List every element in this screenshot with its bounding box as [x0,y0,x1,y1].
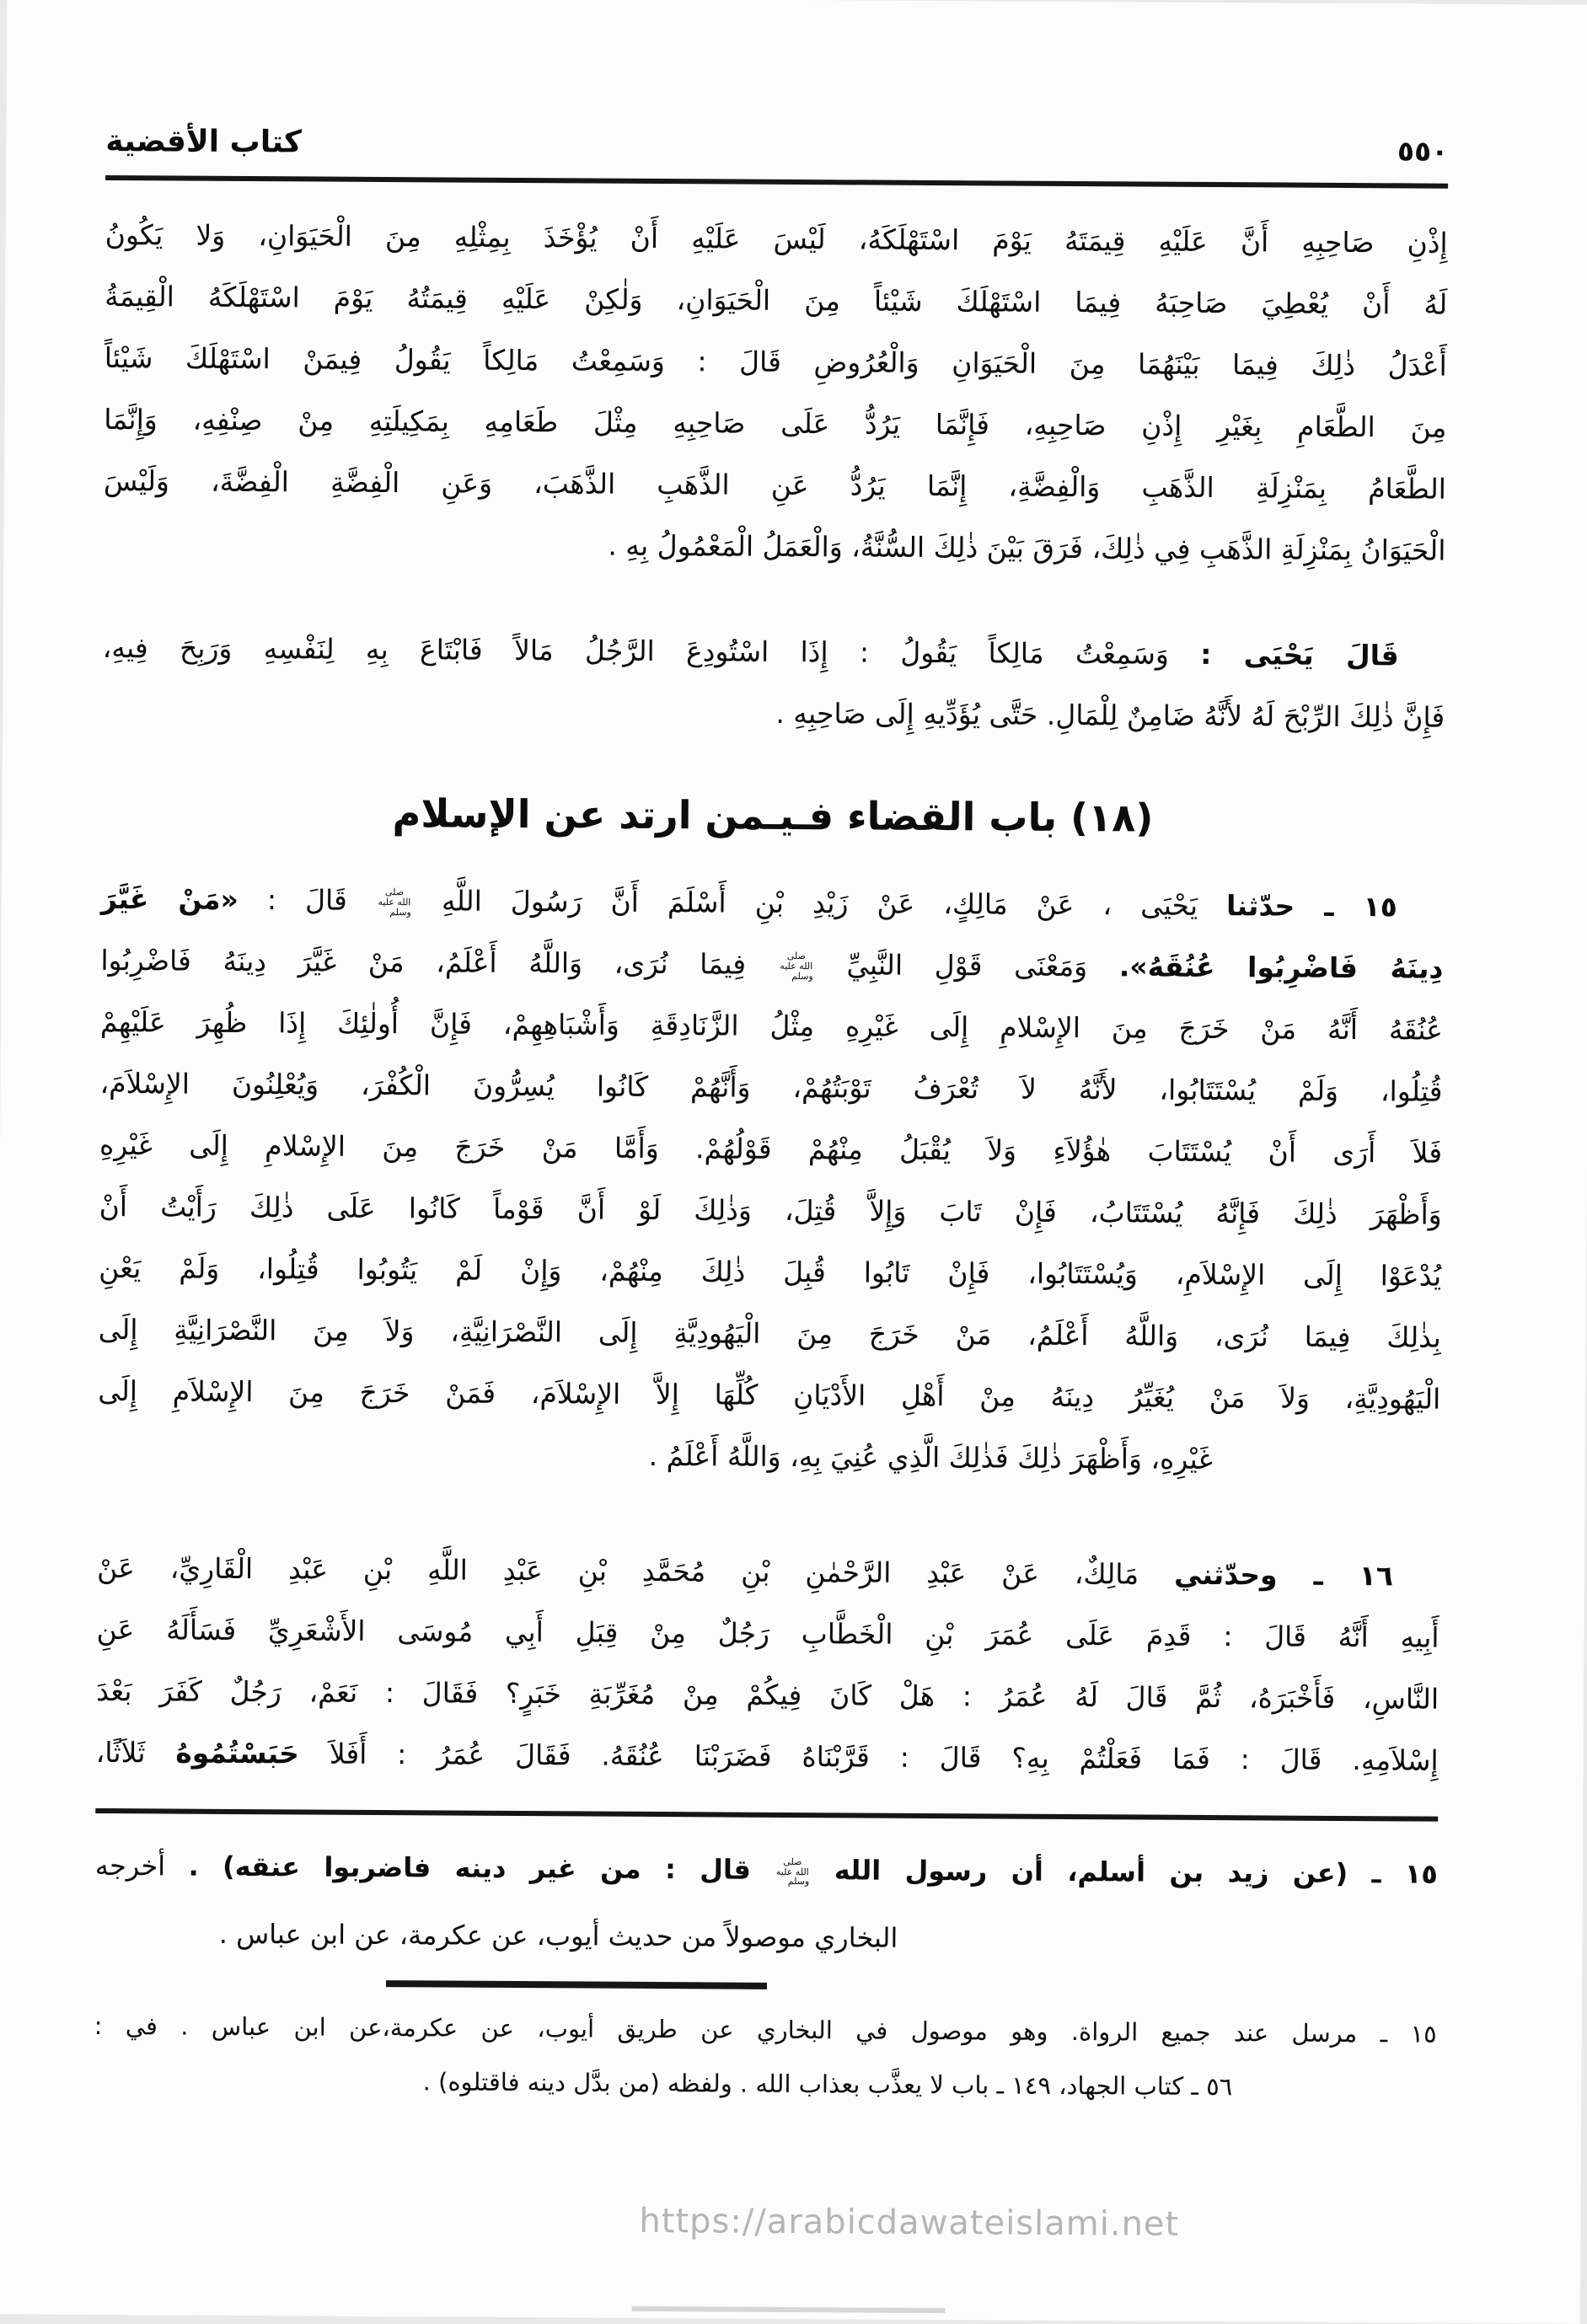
text-line: أَعْدَلُ ذٰلِكَ فِيمَا بَيْنَهُمَا مِنَ الْحَيَوَانِ وَالْعُرُوضِ قَالَ : وَسَمِعْتُ مَالِكاً يَقُولُ فِيمَنْ اسْتَهْلَكَ شَيْئاً [104,340,1447,383]
hadith-16 [95,1537,1440,1791]
footnote-takhrij [94,1832,1438,1975]
text-line: وَأَظْهَرَ ذٰلِكَ فَإِنَّهُ يُسْتَتَابُ، فَإِنْ تَابَ وَإِلاَّ قُتِلَ، وَذٰلِكَ لَوْ أَنَّ قَوْماً كَانُوا عَلَى ذٰلِكَ رَأَيْتُ أَنْ [99,1190,1442,1232]
pbuh-symbol: صلى الله عليه وسلم [378,886,411,918]
site-watermark: https://arabicdawateislami.net [639,2201,1180,2244]
text-line: الْيَهُودِيَّةِ، وَلاَ مَنْ يُغَيِّرُ دِينَهُ مِنْ أَهْلِ الأَدْيَانِ كُلِّهَا إِلاَّ الإِسْلاَمَ، فَمَنْ خَرَجَ مِنَ الإِسْلاَمِ إِلَى [98,1374,1441,1416]
text-line: مِنَ الطَّعَامِ بِغَيْرِ إِذْنِ صَاحِبِهِ، فَإِنَّمَا يَرُدُّ عَلَى صَاحِبِهِ مِثْلَ طَعَامِهِ بِمَكِيلَتِهِ مِنْ صِنْفِهِ، وَإِنَّمَا [104,402,1447,444]
text-line: النَّاسِ، فَأَخْبَرَهُ، ثُمَّ قَالَ لَهُ عُمَرُ : هَلْ كَانَ فِيكُمْ مِنْ مُغَرِّبَةِ خَبَرٍ؟ فَقَالَ : نَعَمْ، رَجُلٌ كَفَرَ بَعْدَ [96,1674,1440,1716]
footnote-line: ١٥ ـ (عن زيد بن أسلم، أن رسول الله صلى الله عليه وسلم قال : من غير دينه فاضربوا عنقه) . أخرجه [94,1850,1438,1891]
text-line: لَهُ أَنْ يُعْطِيَ صَاحِبَهُ فِيمَا اسْتَهْلَكَ شَيْئاً مِنَ الْحَيَوَانِ، وَلٰكِنْ عَلَيْهِ قِيمَتُهُ يَوْمَ اسْتَهْلَكَهُ الْقِيمَةُ [105,279,1448,321]
footnote-separator [95,1808,1438,1822]
footnote-separator-short [386,1981,767,1990]
book-title: كتاب الأقضية [105,123,303,160]
text-line: فَإِنَّ ذٰلِكَ الرِّبْحَ لَهُ لأَنَّهُ ضَامِنٌ لِلْمَالِ. حَتَّى يُؤَدِّيهِ إِلَى صَاحِبِهِ . [775,696,1445,734]
hadith-15 [98,868,1444,1491]
page-header [105,122,1448,170]
text-line: إِسْلاَمِهِ. قَالَ : فَمَا فَعَلْتُمْ بِهِ؟ قَالَ : قَرَّبْنَاهُ فَضَرَبْنَا عُنُقَهُ. فَقَالَ عُمَرُ : أَفَلاَ حَبَسْتُمُوهُ ثَلاَثًا، [95,1736,1439,1778]
text-line: أَبِيهِ أَنَّهُ قَالَ : قَدِمَ عَلَى عُمَرَ بْنِ الْخَطَّابِ رَجُلٌ مِنْ قِبَلِ أَبِي مُوسَى الأَشْعَرِيِّ فَسَأَلَهُ عَنِ [96,1613,1440,1655]
text-line: بِذٰلِكَ فِيمَا نُرَى، وَاللَّهُ أَعْلَمُ، مَنْ خَرَجَ مِنَ الْيَهُودِيَّةِ إِلَى النَّصْرَانِيَّةِ، وَلاَ مِنَ النَّصْرَانِيَّةِ إِلَى [98,1313,1441,1355]
text-line: فَلاَ أَرَى أَنْ يُسْتَتَابَ هٰؤُلاَءِ وَلاَ يُقْبَلُ مِنْهُمْ قَوْلُهُمْ. وَأَمَّا مَنْ خَرَجَ مِنَ الإِسْلامِ إِلَى غَيْرِهِ [99,1128,1443,1170]
text-line: ١٥ ـ حدّثنا يَحْيَى ، عَنْ مَالِكٍ، عَنْ زَيْدِ بْنِ أَسْلَمَ أَنَّ رَسُولَ اللَّهِ صلى الله عليه وسلم قَالَ : «مَنْ غَيَّرَ [100,882,1397,924]
text-line: الطَّعَامُ بِمَنْزِلَةِ الذَّهَبِ وَالْفِضَّةِ، إِنَّمَا يَرُدُّ عَنِ الذَّهَبِ الذَّهَبَ، وَعَنِ الْفِضَّةِ الْفِضَّةَ، وَلَيْسَ [103,463,1446,506]
paragraph-liability [103,204,1448,581]
scan-artifact-line [632,2306,946,2313]
paragraph-qala-yahya [102,617,1445,748]
chapter-heading: (١٨) باب القضاء فـيـمن ارتد عن الإسلام [392,790,1154,841]
footnote-editor [94,1999,1437,2115]
footnote-line: ١٥ ـ مرسل عند جميع الرواة. وهو موصول في البخاري عن طريق أيوب، عن عكرمة،عن ابن عباس . في : [94,2011,1437,2049]
pbuh-symbol: صلى الله عليه وسلم [780,950,813,983]
text-line: غَيْرِهِ، وَأَظْهَرَ ذٰلِكَ فَذٰلِكَ الَّذِي عُنِيَ بِهِ، وَاللَّهُ أَعْلَمُ . [648,1439,1213,1476]
footnote-line: ٥٦ ـ كتاب الجهاد، ١٤٩ ـ باب لا يعذَّب بعذاب الله . ولفظه (من بدَّل دينه فاقتلوه) . [422,2067,1233,2102]
footnote-line: البخاري موصولاً من حديث أيوب، عن عكرمة، عن ابن عباس . [218,1918,898,1955]
pbuh-symbol: صلى الله عليه وسلم [775,1855,810,1888]
page-number: ٥٥٠ [1397,134,1449,168]
text-line: دِينَهُ فَاضْرِبُوا عُنُقَهُ». وَمَعْنَى قَوْلِ النَّبِيِّ صلى الله عليه وسلم فِيمَا نُرَى، وَاللَّهُ أَعْلَمُ، مَنْ غَيَّرَ دِينَهُ فَاضْرِبُوا [100,944,1444,986]
text-line: الْحَيَوَانُ بِمَنْزِلَةِ الذَّهَبِ فِي ذٰلِكَ، فَرَقَ بَيْنَ ذٰلِكَ السُّنَّةُ، وَالْعَمَلُ الْمَعْمُولُ بِهِ . [608,528,1446,567]
text-line: ١٦ ـ وحدّثني مَالِكٌ، عَنْ عَبْدِ الرَّحْمٰنِ بْنِ مُحَمَّدِ بْنِ عَبْدِ اللَّهِ بْنِ عَبْدِ الْقَارِيِّ، عَنْ [96,1551,1394,1593]
text-line: قُتِلُوا، وَلَمْ يُسْتَتَابُوا، لأَنَّهُ لاَ تُعْرَفُ تَوْبَتُهُمْ، وَأَنَّهُمْ كَانُوا يُسِرُّونَ الْكُفْرَ، وَيُعْلِنُونَ الإِسْلاَمَ، [99,1067,1443,1109]
hadith-number-lead: ١٥ ـ حدّثنا [1226,889,1397,924]
speaker-lead: قَالَ يَحْيَى : [1200,637,1399,672]
text-line: إِذْنِ صَاحِبِهِ أَنَّ عَلَيْهِ قِيمَتَهُ يَوْمَ اسْتَهْلَكَهُ، لَيْسَ عَلَيْهِ أَنْ يُؤْخَذَ بِمِثْلِهِ مِنَ الْحَيَوَانِ، وَلا يَكُونُ [105,217,1448,260]
hadith-number-lead: ١٦ ـ وحدّثني [1173,1558,1394,1593]
text-line: يُدْعَوْا إِلَى الإِسْلاَمِ، وَيُسْتَتَابُوا، فَإِنْ تَابُوا قُبِلَ ذٰلِكَ مِنْهُمْ، وَإِنْ لَمْ يَتُوبُوا قُتِلُوا، وَلَمْ يَعْنِ [99,1251,1442,1293]
text-line: قَالَ يَحْيَى : وَسَمِعْتُ مَالِكاً يَقُولُ : إِذَا اسْتُودِعَ الرَّجُلُ مَالاً فَابْتَاعَ بِهِ لِنَفْسِهِ وَرَبِحَ فِيهِ، [102,630,1399,672]
text-line: عُنُقَهُ أَنَّهُ مَنْ خَرَجَ مِنَ الإِسْلامِ إِلَى غَيْرِهِ مِثْلُ الزَّنَادِقَةِ وَأَشْبَاهِهِمْ، فَإِنَّ أُولٰئِكَ إِذَا ظُهِرَ عَلَيْهِمْ [99,1005,1444,1047]
header-rule [105,175,1448,189]
